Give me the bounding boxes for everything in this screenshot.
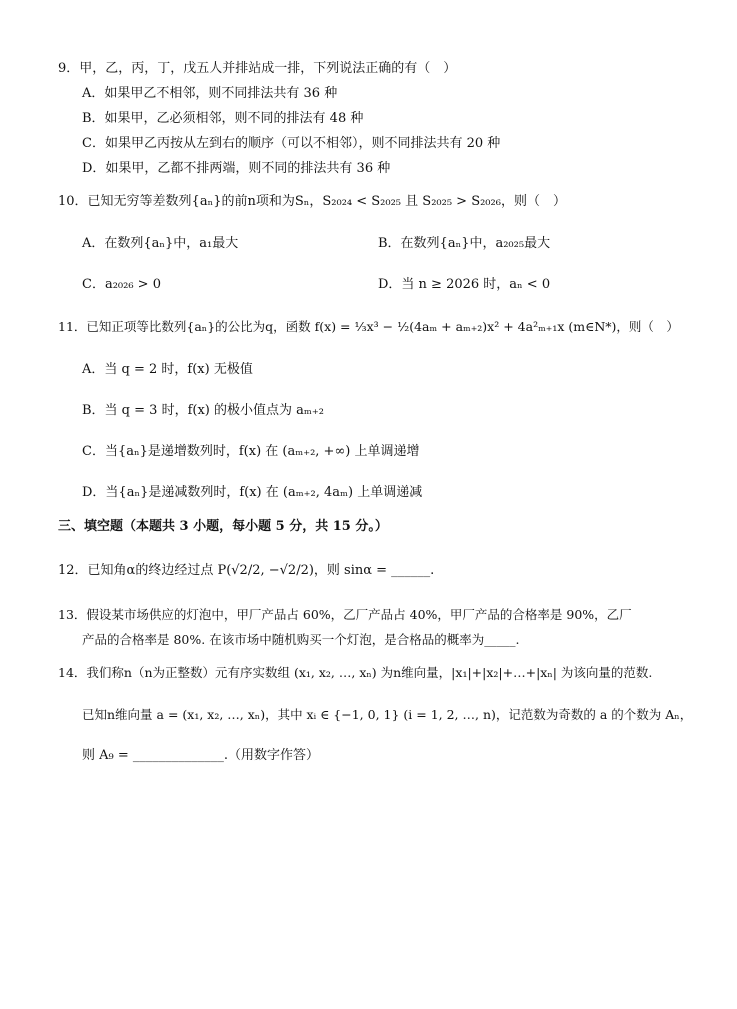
q10-option-a: A．在数列{aₙ}中，a₁最大 (82, 236, 239, 251)
q12-stem: 12．已知角α的终边经过点 P(√2/2, −√2/2)，则 sinα = ______. (58, 563, 435, 578)
q14-line-2: 已知n维向量 a = (x₁, x₂, …, xₙ)，其中 xᵢ ∈ {−1, 0, 1} (i = 1, 2, …, n)，记范数为奇数的 a 的个数为 Aₙ， (82, 707, 693, 722)
q11-option-d: D．当{aₙ}是递减数列时，f(x) 在 (aₘ₊₂, 4aₘ) 上单调递减 (82, 485, 423, 500)
q11-stem: 11．已知正项等比数列{aₙ}的公比为q，函数 f(x) = ⅓x³ − ½(4aₘ + aₘ₊₂)x² + 4a²ₘ₊₁x (m∈N*)，则（ ） (58, 319, 679, 334)
q10-option-d: D．当 n ≥ 2026 时，aₙ < 0 (378, 277, 551, 292)
q13-line-1: 13．假设某市场供应的灯泡中，甲厂产品占 60%，乙厂产品占 40%，甲厂产品的合格率是 90%，乙厂 (58, 607, 632, 622)
q10-option-b: B．在数列{aₙ}中，a₂₀₂₅最大 (378, 236, 551, 251)
q11-option-a: A．当 q = 2 时，f(x) 无极值 (82, 362, 253, 377)
q11-option-c: C．当{aₙ}是递增数列时，f(x) 在 (aₘ₊₂, +∞) 上单调递增 (82, 444, 420, 459)
q13-line-2: 产品的合格率是 80%. 在该市场中随机购买一个灯泡，是合格品的概率为_____. (82, 632, 520, 647)
q9-option-a: A．如果甲乙不相邻，则不同排法共有 36 种 (82, 86, 338, 101)
q14-line-1: 14．我们称n（n为正整数）元有序实数组 (x₁, x₂, …, xₙ) 为n维向量，|x₁|+|x₂|+…+|xₙ| 为该向量的范数. (58, 665, 653, 680)
q9-stem: 9．甲，乙，丙，丁，戊五人并排站成一排，下列说法正确的有（ ） (58, 61, 457, 76)
q9-option-c: C．如果甲乙丙按从左到右的顺序（可以不相邻），则不同排法共有 20 种 (82, 136, 501, 151)
q11-option-b: B．当 q = 3 时，f(x) 的极小值点为 aₘ₊₂ (82, 403, 324, 418)
q14-line-3: 则 A₉ = ______________.（用数字作答） (82, 748, 320, 763)
q10-option-c: C．a₂₀₂₆ > 0 (82, 277, 161, 292)
section-3-heading: 三、填空题（本题共 3 小题，每小题 5 分，共 15 分。） (58, 519, 388, 534)
q9-option-b: B．如果甲，乙必须相邻，则不同的排法有 48 种 (82, 111, 364, 126)
q10-stem: 10．已知无穷等差数列{aₙ}的前n项和为Sₙ，S₂₀₂₄ < S₂₀₂₅ 且 S₂₀₂₅ > S₂₀₂₆，则（ ） (58, 194, 566, 209)
q9-option-d: D．如果甲，乙都不排两端，则不同的排法共有 36 种 (82, 161, 391, 176)
